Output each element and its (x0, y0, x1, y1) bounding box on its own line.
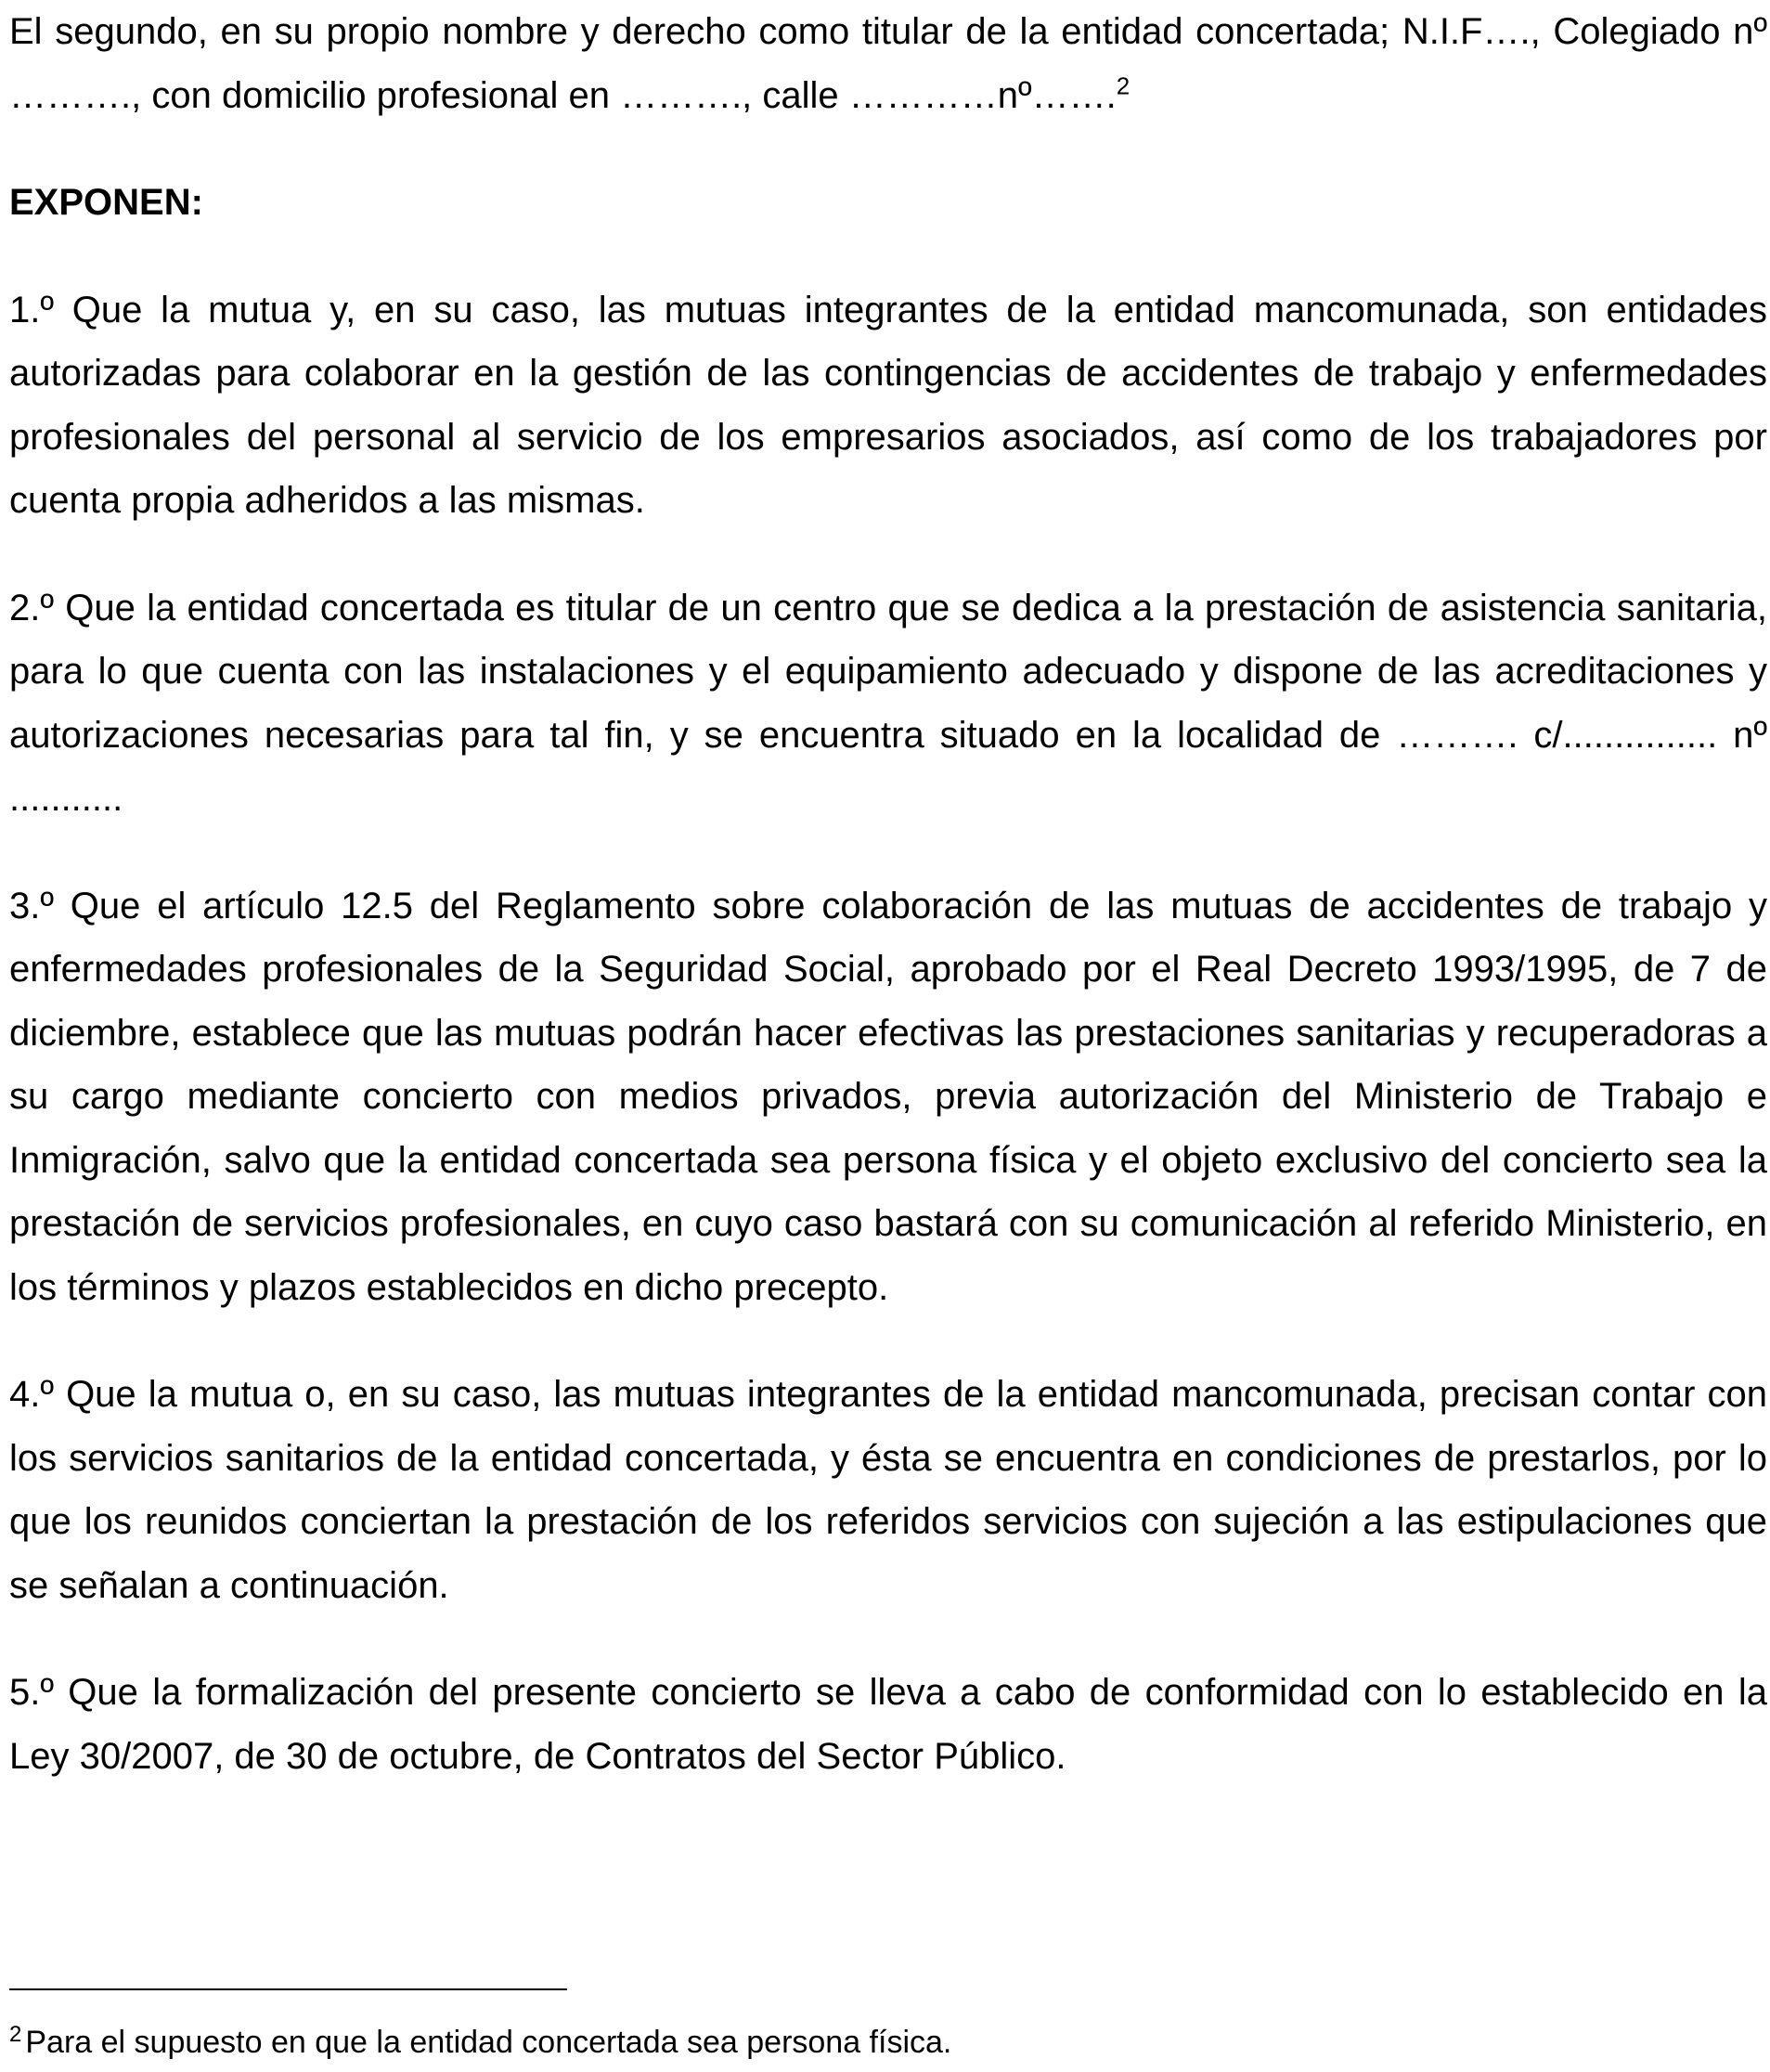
footnote-separator (9, 1988, 567, 1990)
exposition-item-4: 4.º Que la mutua o, en su caso, las mutuas integrantes de la entidad mancomunada, precisan contar con los servicios sanitarios de la entidad concertada, y ésta se encuentra en condiciones de prestarlos, por lo que los reunidos conciertan la prestación de los referidos servicios con sujeción a las estipulaciones que se señalan a continuación. (9, 1374, 1767, 1606)
footnote-text: Para el supuesto en que la entidad concertada sea persona física. (25, 2025, 952, 2060)
exposition-item-5: 5.º Que la formalización del presente concierto se lleva a cabo de conformidad con lo establecido en la Ley 30/2007, de 30 de octubre, de Contratos del Sector Público. (9, 1672, 1767, 1777)
footnote-mark: 2 (9, 2021, 22, 2047)
exposition-item-1: 1.º Que la mutua y, en su caso, las mutuas integrantes de la entidad mancomunada, son entidades autorizadas para colaborar en la gestión de las contingencias de accidentes de trabajo y enfermedades profesionales del personal al servicio de los empresarios asociados, así como de los trabajadores por cuenta propia adheridos a las mismas. (9, 289, 1767, 521)
footnote (9, 2022, 1754, 2063)
exposition-item-2: 2.º Que la entidad concertada es titular de un centro que se dedica a la prestación de asistencia sanitaria, para lo que cuenta con las instalaciones y el equipamiento adecuado y dispone de las acreditaciones y autorizaciones necesarias para tal fin, y se encuentra situado en la localidad de ………. c/............... nº ........... (9, 587, 1767, 819)
document-body (9, 0, 1767, 1832)
footnote-reference: 2 (1116, 71, 1130, 100)
section-heading: EXPONEN: (9, 182, 203, 223)
exposition-item-3: 3.º Que el artículo 12.5 del Reglamento sobre colaboración de las mutuas de accidentes de trabajo y enfermedades profesionales de la Seguridad Social, aprobado por el Real Decreto 1993/1995, de 7 de diciembre, establece que las mutuas podrán hacer efectivas las prestaciones sanitarias y recuperadoras a su cargo mediante concierto con medios privados, previa autorización del Ministerio de Trabajo e Inmigración, salvo que la entidad concertada sea persona física y el objeto exclusivo del concierto sea la prestación de servicios profesionales, en cuyo caso bastará con su comunicación al referido Ministerio, en los términos y plazos establecidos en dicho precepto. (9, 885, 1767, 1308)
intro-paragraph (9, 0, 1767, 127)
intro-text: El segundo, en su propio nombre y derecho como titular de la entidad concertada; N.I.F…., Colegiado nº ………., con domicilio profesional en ………., calle …………nº……. (9, 11, 1767, 116)
